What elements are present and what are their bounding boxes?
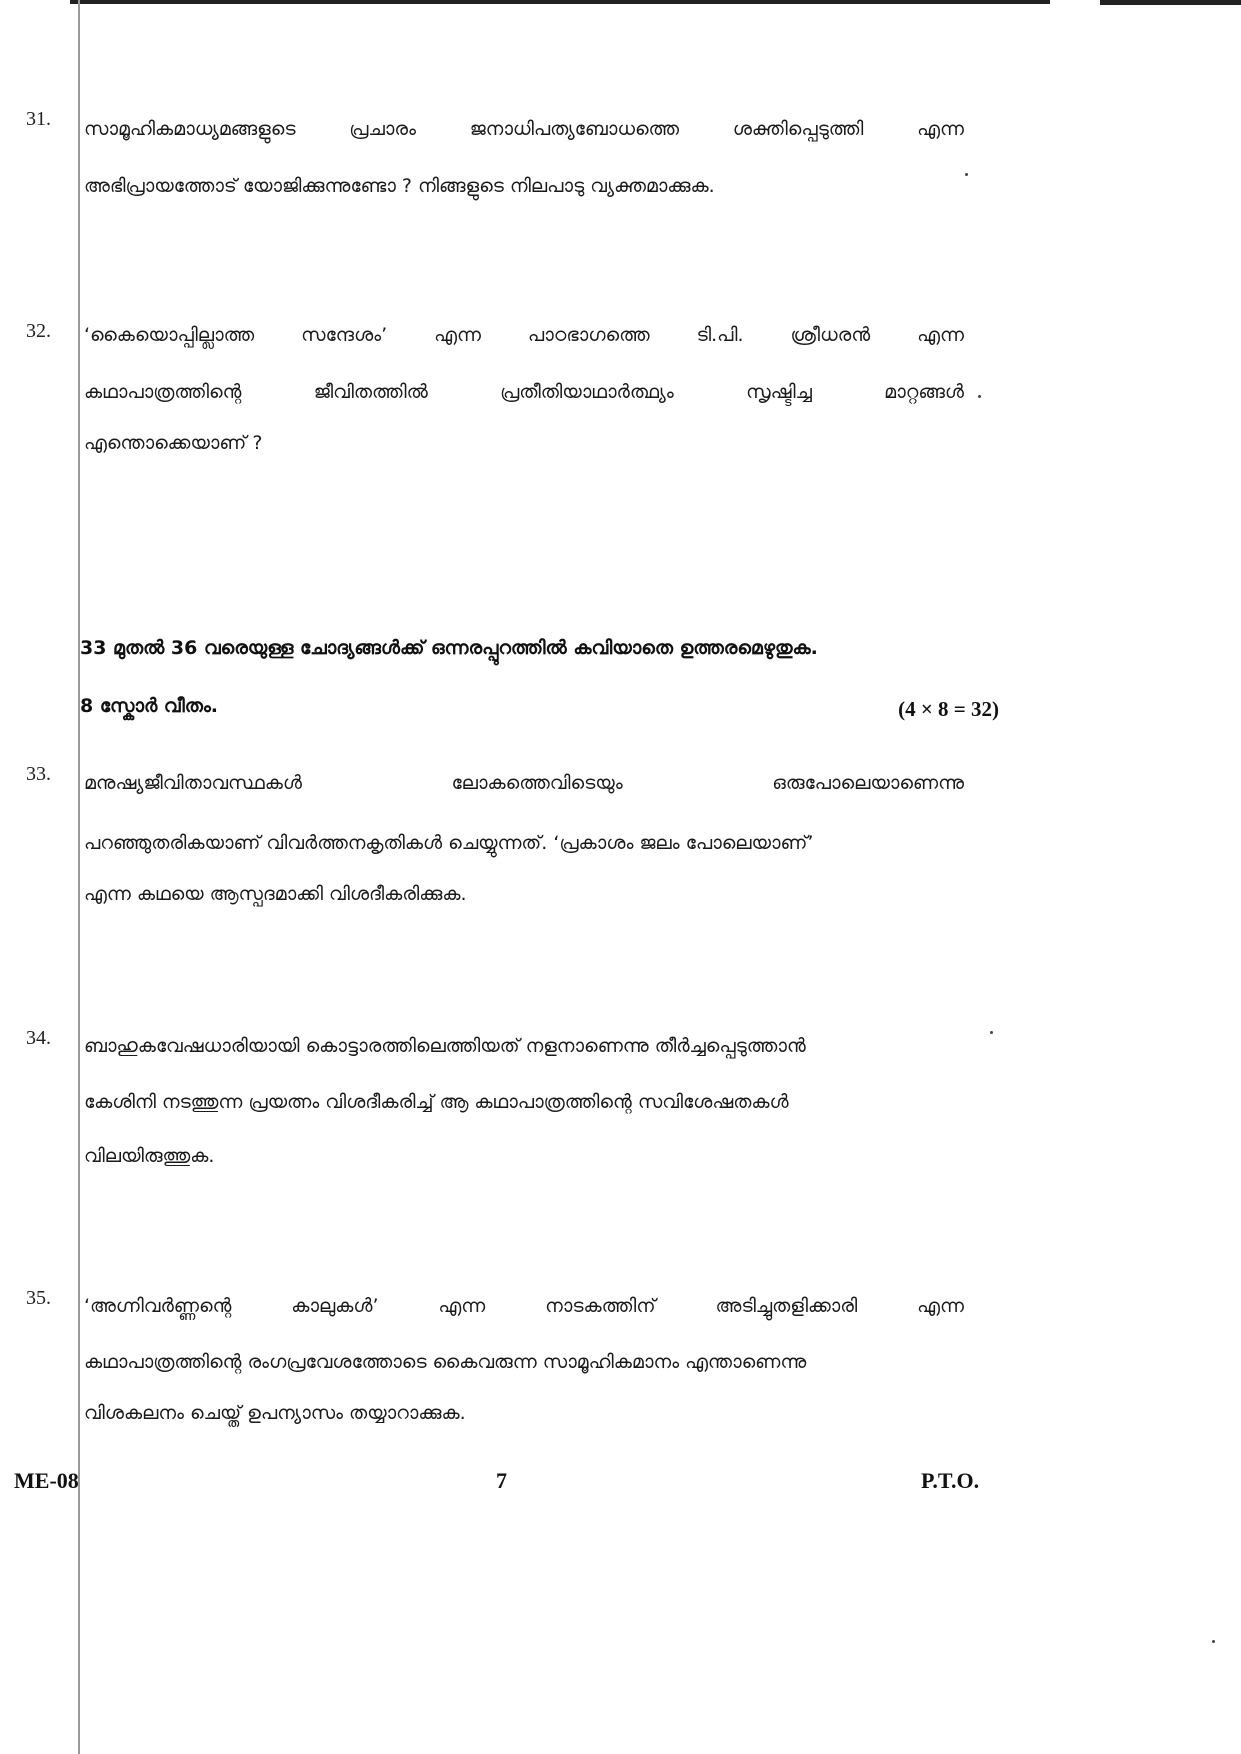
footer-pto: P.T.O. [921, 1468, 980, 1493]
footer-page-number: 7 [496, 1468, 507, 1493]
word: ജനാധിപത്യബോധത്തെ [469, 118, 680, 140]
scan-speck [965, 173, 968, 176]
question-32-line-2 [84, 380, 964, 404]
question-32-line-3: എന്തൊക്കെയാണ് ? [84, 432, 263, 454]
word: മാറ്റങ്ങൾ [884, 381, 964, 403]
word: എന്ന [434, 324, 481, 346]
question-34-line-2: കേശിനി നടത്തുന്ന പ്രയത്നം വിശദീകരിച്ച് ആ കഥാപാത്രത്തിന്റെ സവിശേഷതകൾ [84, 1091, 789, 1113]
word: പാഠഭാഗത്തെ [527, 324, 650, 346]
question-31-line-1 [84, 117, 964, 141]
word: അടിച്ചുതളിക്കാരി [715, 1295, 858, 1317]
word: ശ്രീധരൻ [790, 324, 871, 346]
word: പ്രചാരം [349, 118, 416, 140]
question-35-line-1 [84, 1294, 964, 1318]
word: എന്ന [917, 118, 964, 140]
question-35-line-2: കഥാപാത്രത്തിന്റെ രംഗപ്രവേശത്തോടെ കൈവരുന്ന സാമൂഹികമാനം എന്താണെന്നു [84, 1351, 807, 1373]
question-33-number: 33. [26, 763, 51, 785]
word: സൃഷ്ടിച്ച [746, 381, 812, 403]
scan-top-border-right [1100, 0, 1241, 5]
question-32-line-1 [84, 323, 964, 347]
footer-paper-code: ME-08 [14, 1468, 79, 1493]
question-34-line-1: ബാഹുകവേഷധാരിയായി കൊട്ടാരത്തിലെത്തിയത് നളനാണെന്നു തീർച്ചപ്പെടുത്താൻ [84, 1035, 806, 1057]
word: ശക്തിപ്പെടുത്തി [732, 118, 864, 140]
scan-speck [990, 1031, 993, 1034]
word: മനുഷ്യജീവിതാവസ്ഥകൾ [84, 772, 302, 794]
word: കഥാപാത്രത്തിന്റെ [84, 381, 242, 403]
word: നാടകത്തിന് [545, 1295, 656, 1317]
word: ജീവിതത്തിൽ [313, 381, 428, 403]
question-31-line-2: അഭിപ്രായത്തോട് യോജിക്കുന്നുണ്ടോ ? നിങ്ങളുടെ നിലപാടു വ്യക്തമാക്കുക. [84, 175, 715, 197]
word: ‘കൈയൊപ്പില്ലാത്ത [84, 324, 255, 346]
question-35-number: 35. [26, 1287, 51, 1309]
word: എന്ന [917, 324, 964, 346]
section-instruction: 33 മുതൽ 36 വരെയുള്ള ചോദ്യങ്ങൾക്ക് ഒന്നരപ്പുറത്തിൽ കവിയാതെ ഉത്തരമെഴുതുക. [80, 637, 818, 659]
word: ‘അഗ്നിവർണ്ണന്റെ [84, 1295, 232, 1317]
scan-top-border [70, 0, 1050, 4]
question-34-line-3: വിലയിരുത്തുക. [84, 1145, 215, 1167]
word: സന്ദേശം’ [301, 324, 388, 346]
word: പ്രതീതിയാഥാർത്ഥ്യം [500, 381, 674, 403]
word: ടി.പി. [696, 324, 744, 346]
word: എന്ന [438, 1295, 486, 1317]
question-35-line-3: വിശകലനം ചെയ്ത് ഉപന്യാസം തയ്യാറാക്കുക. [84, 1402, 466, 1424]
word: ലോകത്തെവിടെയും [451, 772, 623, 794]
scan-speck [978, 395, 981, 398]
section-marks: (4 × 8 = 32) [898, 697, 999, 721]
question-34-number: 34. [26, 1027, 51, 1049]
word: ഒരുപോലെയാണെന്നു [772, 772, 964, 794]
word: എന്ന [917, 1295, 964, 1317]
word: കാലുകൾ’ [291, 1295, 379, 1317]
question-33-line-2: പറഞ്ഞുതരികയാണ് വിവർത്തനകൃതികൾ ചെയ്യുന്നത്. ‘പ്രകാശം ജലം പോലെയാണ്’ [84, 832, 814, 854]
word: സാമൂഹികമാധ്യമങ്ങളുടെ [84, 118, 296, 140]
question-33-line-3: എന്ന കഥയെ ആസ്പദമാക്കി വിശദീകരിക്കുക. [84, 883, 467, 905]
section-score: 8 സ്കോർ വീതം. [80, 695, 218, 717]
scan-speck [1212, 1640, 1215, 1643]
question-31-number: 31. [26, 108, 51, 130]
question-32-number: 32. [26, 320, 51, 342]
question-33-line-1 [84, 771, 964, 795]
